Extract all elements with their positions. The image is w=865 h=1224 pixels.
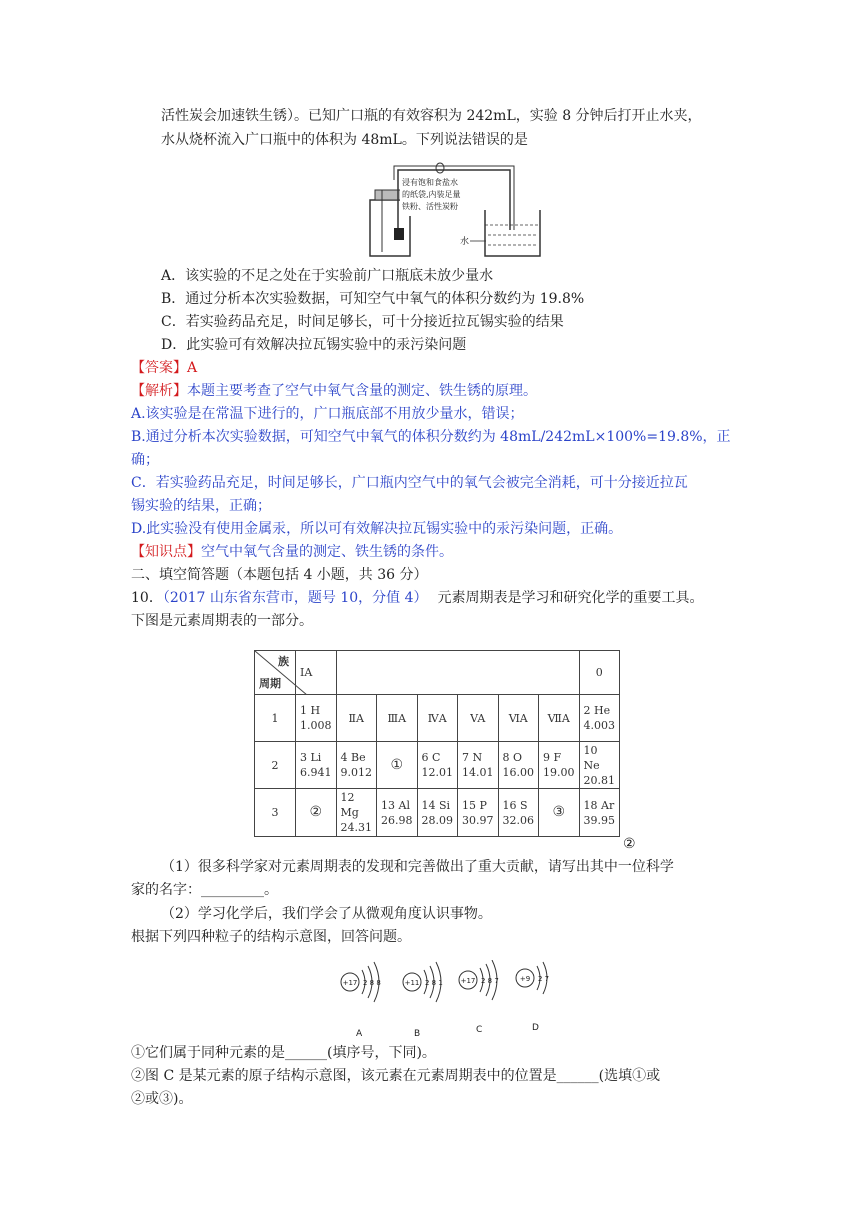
s-mass: 32.06 [502,813,534,827]
atom-d-label: D [532,1023,539,1033]
cell-al [377,789,418,837]
ne-mass: 20.81 [583,773,615,787]
question-item-2a: ②图 C 是某元素的原子结构示意图，该元素在元素周期表中的位置是______(选填①或 [131,1068,661,1084]
cell-ne [579,742,620,789]
apparatus-label-1: 浸有饱和食盐水 [402,178,458,187]
ne-symbol: 10 Ne [583,743,600,772]
atom-a-label: A [356,1029,363,1039]
option-c: C．若实验药品充足，时间足够长，可十分接近拉瓦锡实验的结果 [161,314,564,330]
corner-period-label: 周期 [259,677,281,690]
cell-o [498,742,539,789]
atom-b-nucleus: +11 [404,979,420,987]
cell-he [579,695,620,742]
period-1: 1 [255,695,296,742]
al-symbol: 13 Al [381,798,410,812]
analysis-d: D.此实验没有使用金属汞，所以可有效解决拉瓦锡实验中的汞污染问题，正确。 [131,521,623,537]
p-mass: 30.97 [462,813,494,827]
cell-c [417,742,458,789]
atom-a-shells: 2 8 8 [363,979,381,987]
option-a: A．该实验的不足之处在于实验前广口瓶底未放少量水 [161,268,494,284]
answer-label: 【答案】 [131,360,187,376]
knowledge-line [131,542,453,562]
group-via: ⅥA [498,695,539,742]
li-mass: 6.941 [300,766,332,779]
atom-a-nucleus: +17 [342,979,358,987]
option-b: B．通过分析本次实验数据，可知空气中氧气的体积分数约为 19.8% [161,291,585,307]
group-viia: ⅦA [539,695,580,742]
atom-d-nucleus: +9 [519,975,531,983]
mg-mass: 24.31 [340,821,372,834]
cell-li [296,742,337,789]
q10-line-1 [131,588,704,608]
group-iia: ⅡA [336,695,377,742]
ar-mass: 39.95 [583,813,615,827]
atom-b-label: B [414,1029,421,1039]
atom-b-shells: 2 8 1 [425,979,443,987]
atom-d-shells: 2 7 [538,975,550,983]
apparatus-diagram [360,160,560,260]
he-symbol: 2 He [583,704,611,717]
atom-d [516,962,549,1033]
analysis-label: 【解析】 [131,383,187,399]
h-mass: 1.008 [300,719,332,732]
p-symbol: 15 P [462,798,487,812]
cell-s [498,789,539,837]
atom-a [341,962,381,1039]
cell-blank-3: ③ [539,789,580,837]
analysis-line [131,381,537,401]
f-mass: 19.00 [543,766,575,779]
si-mass: 28.09 [421,813,453,827]
analysis-c2: 锡实验的结果，正确； [131,498,271,514]
intro-line-1: 活性炭会加速铁生锈）。已知广口瓶的有效容积为 242mL，实验 8 分钟后打开止水夹， [161,108,702,124]
question-item-2b: ②或③)。 [131,1091,193,1107]
he-mass: 4.003 [583,719,615,732]
cell-h [296,695,337,742]
mg-symbol: 12 Mg [340,791,359,819]
cell-blank-1: ① [377,742,418,789]
analysis-a: A.该实验是在常温下进行的，广口瓶底部不用放少量水，错误； [131,406,524,422]
ar-symbol: 18 Ar [583,798,615,812]
sub1-line-2: 家的名字：_________。 [131,882,278,898]
analysis-c1: C．若实验药品充足，时间足够长，广口瓶内空气中的氧气会被完全消耗，可十分接近拉瓦 [131,475,688,491]
analysis-text: 本题主要考查了空气中氧气含量的测定、铁生锈的原理。 [187,383,537,399]
analysis-b2: 确； [131,452,159,468]
periodic-table [254,650,620,837]
answer-value: A [187,360,198,376]
group-iiia: ⅢA [377,695,418,742]
q10-text-1: 元素周期表是学习和研究化学的重要工具。 [437,590,704,606]
cell-p [458,789,499,837]
h-symbol: 1 H [300,704,321,717]
header-zero: 0 [579,651,620,695]
q10-source: （2017 山东省东营市，题号 10，分值 4） [162,590,428,606]
be-symbol: 4 Be [340,751,366,764]
knowledge-label: 【知识点】 [131,544,201,560]
atom-c-label: C [476,1025,483,1035]
cell-be [336,742,377,789]
question-item-1: ①它们属于同种元素的是______(填序号，下同)。 [131,1045,436,1061]
atom-c [459,960,499,1035]
apparatus-label-2: 的纸袋,内装足量 [402,190,461,199]
q10-number: 10． [131,590,163,606]
cell-si [417,789,458,837]
sub2-line-2: 根据下列四种粒子的结构示意图，回答问题。 [131,929,411,945]
table-corner-cell [255,651,296,695]
group-iva: ⅣA [417,695,458,742]
corner-group-label: 族 [278,655,289,668]
c-mass: 12.01 [421,766,453,779]
atom-b [403,962,443,1039]
n-symbol: 7 N [462,751,483,764]
cell-ar [579,789,620,837]
cell-f [539,742,580,789]
answer-line [131,358,197,378]
si-symbol: 14 Si [421,798,451,812]
apparatus-water-label: 水 [460,237,470,247]
period-3: 3 [255,789,296,837]
section-2-heading: 二、填空简答题（本题包括 4 小题，共 36 分） [131,567,428,583]
atom-c-nucleus: +17 [460,977,476,985]
be-mass: 9.012 [340,766,372,779]
sub2-line-1: （2）学习化学后，我们学会了从微观角度认识事物。 [161,906,492,922]
group-va: VA [458,695,499,742]
sub1-line-1: （1）很多科学家对元素周期表的发现和完善做出了重大贡献，请写出其中一位科学 [161,859,674,875]
f-symbol: 9 F [543,751,562,764]
n-mass: 14.01 [462,766,494,779]
knowledge-text: 空气中氧气含量的测定、铁生锈的条件。 [201,544,453,560]
apparatus-label-3: 铁粉、活性炭粉 [402,202,458,211]
analysis-b1: B.通过分析本次实验数据，可知空气中氧气的体积分数约为 48mL/242mL×100%=19.8%，正 [131,429,731,445]
cell-blank-2: ② [296,789,337,837]
cell-n [458,742,499,789]
option-d: D．此实验可有效解决拉瓦锡实验中的汞污染问题 [161,337,467,353]
period-2: 2 [255,742,296,789]
li-symbol: 3 Li [300,751,322,764]
o-mass: 16.00 [502,766,534,779]
o-symbol: 8 O [502,751,523,764]
cell-mg [336,789,377,837]
intro-line-2: 水从烧杯流入广口瓶中的体积为 48mL。下列说法错误的是 [161,132,528,148]
table-trailing-mark: ② [623,836,636,852]
s-symbol: 16 S [502,798,528,812]
atom-c-shells: 2 8 7 [481,977,499,985]
q10-line-2: 下图是元素周期表的一部分。 [131,613,313,629]
header-empty [336,651,579,695]
al-mass: 26.98 [381,813,413,827]
header-ia: IA [296,651,337,695]
c-symbol: 6 C [421,751,441,764]
atom-structure-diagrams [330,960,570,1040]
